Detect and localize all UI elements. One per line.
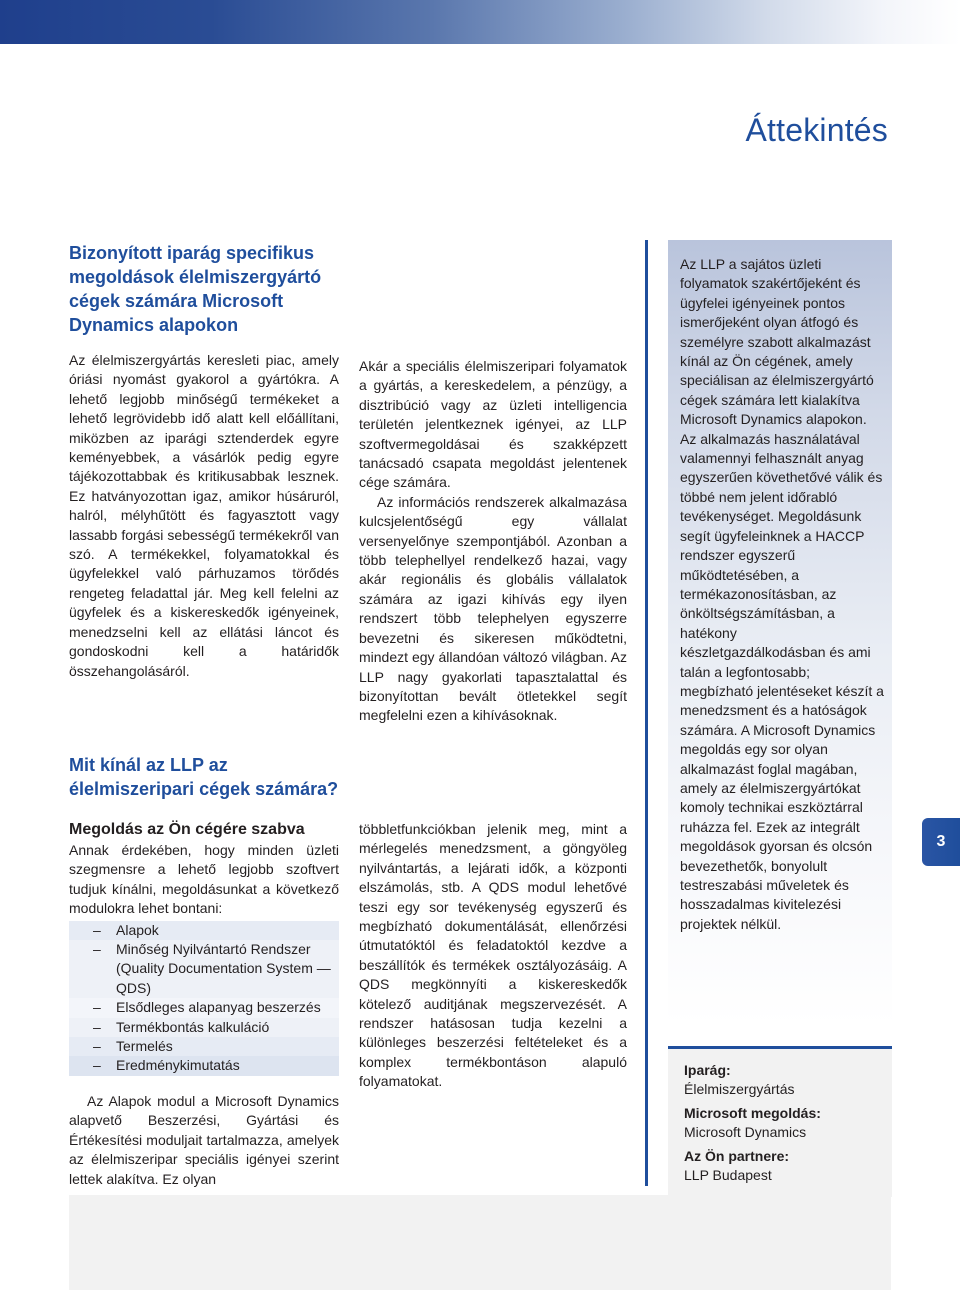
industry-value: Élelmiszergyártás bbox=[684, 1081, 795, 1097]
partner-value: LLP Budapest bbox=[684, 1167, 772, 1183]
page-number: 3 bbox=[936, 833, 946, 850]
column2-para3: többletfunkciókban jelenik meg, mint a mérlegelés menedzsment, a göngyöleg nyilvántartás, a lejárati idők, a központi elszámolás, stb. A QDS modul lehetővé teszi egy sor tevékenység egyszerű és megbízható dokumentálását, ellenőrzési útmutatóktól és feladatoktól kezdve a beszállítók és termékek osztályozásáig. A QDS megkönnyíti a kiskereskedők kötelező auditjának megszervezését. A rendszer hatásosan tudja kezelni a különleges beszerzési feltételeket és a komplex termékbontáson alapuló folyamatokat. bbox=[359, 821, 627, 1090]
column2-lower bbox=[359, 820, 627, 1092]
column2-para2: Az információs rendszerek alkalmazása kulcsjelentőségű egy vállalat versenyelőnye szempontjából. Azonban a több telephellyel rendelkező hazai, vagy akár regionális és globális vállalatok számára az igazi kihívás egy ilyen rendszert több telephelyen egyszerre bevezetni és sikeresen működtetni, mindezt egy állandóan változó világban. Az LLP nagy gyakorlati tapasztalattal és bizonyítottan bevált ötletekkel segít megfelelni ezen a kihívásoknak. bbox=[359, 493, 627, 724]
main-heading: Bizonyított iparág specifikus megoldások élelmiszergyártó cégek számára Microsoft Dynamics alapokon bbox=[69, 243, 322, 335]
footer-band bbox=[69, 1195, 891, 1290]
solution-paragraph: Annak érdekében, hogy minden üzleti szegmensre a lehető legjobb szoftvert tudjuk kínálni, megoldásunkat a következő modulokra lehet bontani: bbox=[69, 842, 339, 917]
solution-block bbox=[69, 820, 339, 1189]
top-gradient-bar bbox=[0, 0, 960, 44]
module-item: – Eredménykimutatás bbox=[69, 1056, 339, 1075]
module-item: – Elsődleges alapanyag beszerzés bbox=[69, 998, 339, 1017]
modules-paragraph: Az Alapok modul a Microsoft Dynamics alapvető Beszerzési, Gyártási és Értékesítési moduljait tartalmazza, amelyek az élelmiszeripar speciális igényei szerint lettek alakítva. Ez olyan bbox=[69, 1092, 339, 1187]
solution-subheading: Megoldás az Ön cégére szabva bbox=[69, 821, 305, 838]
info-box bbox=[668, 1046, 892, 1197]
section-heading-offer: Mit kínál az LLP az élelmiszeripari cégek számára? bbox=[69, 755, 339, 799]
solution-label: Microsoft megoldás: bbox=[684, 1105, 821, 1121]
solution-value: Microsoft Dynamics bbox=[684, 1124, 807, 1140]
industry-label: Iparág: bbox=[684, 1062, 731, 1078]
module-list bbox=[69, 921, 339, 1076]
module-item: – Minőség Nyilvántartó Rendszer (Quality Documentation System — QDS) bbox=[69, 940, 339, 998]
intro-paragraph bbox=[69, 351, 339, 681]
sidebar-text: Az LLP a sajátos üzleti folyamatok szakértőjeként és ügyfelei igényeinek pontos ismerőjeként olyan átfogó és személyre szabott alkalmazást kínál az Ön cégének, amely speciálisan az élelmiszergyártó cégek számára lett kialakítva Microsoft Dynamics alapokon. Az alkalmazás használatával valamennyi felhasznált anyag egyszerűen követhetővé válik és többé nem jelent időrabló tevékenységet. Megoldásunk segít ügyfeleinknek a HACCP rendszer egyszerű működtetésében, a termékazonosításban, az önköltségszámításban, a hatékony készletgazdálkodásban és ami talán a legfontosabb; megbízható jelentéseket készít a menedzsment és a hatóságok számára. A Microsoft Dynamics megoldás egy sor olyan alkalmazást foglal magában, amely az élelmiszergyártókat komoly technikai eszköztárral ruházza fel. Ezek az integrált megoldások gyorsan és olcsón bevezethetők, bonyolult testreszabási műveletek és hosszadalmas kivitelezési projektek nélkül. bbox=[680, 256, 884, 932]
module-item: – Termékbontás kalkuláció bbox=[69, 1018, 339, 1037]
column2-upper bbox=[359, 357, 627, 726]
partner-label: Az Ön partnere: bbox=[684, 1148, 790, 1164]
intro-text: Az élelmiszergyártás keresleti piac, amely óriási nyomást gyakorol a gyártókra. A lehető legjobb minőségű termékeket a lehető legrövidebb idő alatt kell előállítani, miközben az iparági sztenderdek egyre keményebbek, a vásárlók pedig egyre tájékozottabbak és kritikusabbak lesznek. Ez hatványozottan igaz, amikor húsáruról, halról, mélyhűtött és fagyasztott vagy lassabb forgási sebességű termékekről van szó. A termékekkel, folyamatokkal és ügyfelekkel való párhuzamos törődés rengeteg feladattal jár. Meg kell felelni az ügyfelek és a kiskereskedők igényeinek, menedzselni kell az ellátási láncot és gondoskodni kell a határidők összehangolásáról. bbox=[69, 352, 339, 679]
module-item: – Termelés bbox=[69, 1037, 339, 1056]
module-item: – Alapok bbox=[69, 921, 339, 940]
column2-para1: Akár a speciális élelmiszeripari folyamatok a gyártás, a kereskedelem, a pénzügy, a disztribúció vagy az üzleti intelligencia területén jelentkeznek igényei, az LLP szoftvermegoldásai és szakképzett tanácsadó csapata megoldást jelentenek cége számára. bbox=[359, 358, 627, 491]
column-divider bbox=[645, 240, 648, 1186]
page-title: Áttekintés bbox=[745, 112, 888, 148]
page-number-tab bbox=[922, 818, 960, 866]
